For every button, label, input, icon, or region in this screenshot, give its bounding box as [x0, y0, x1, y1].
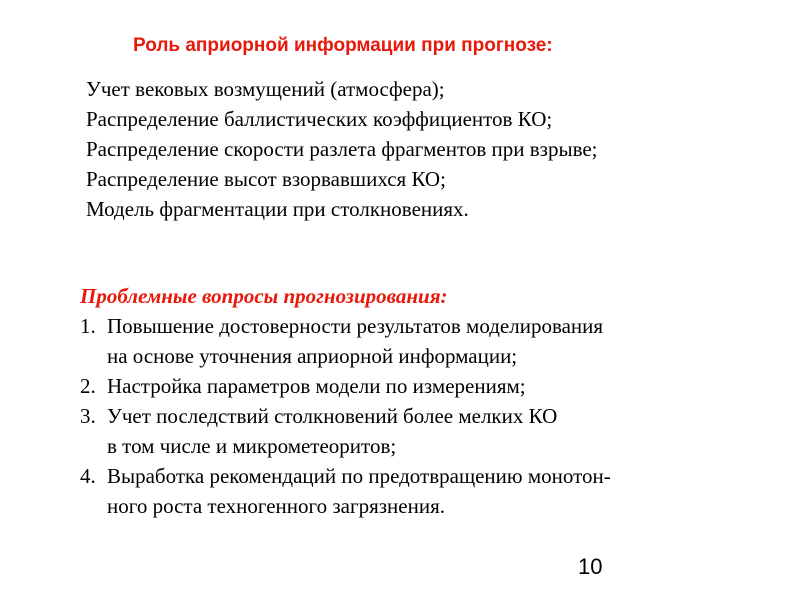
- a-priori-factors-list: [86, 74, 598, 224]
- problem-text-line: Настройка параметров модели по измерениям;: [107, 374, 526, 398]
- factor-item: Распределение высот взорвавшихся КО;: [86, 167, 446, 191]
- factor-item: Модель фрагментации при столкновениях.: [86, 197, 469, 221]
- slide-heading: Роль априорной информации при прогнозе:: [133, 35, 553, 56]
- factor-item: Учет вековых возмущений (атмосфера);: [86, 77, 445, 101]
- problem-text-line: в том числе и микрометеоритов;: [107, 434, 397, 458]
- problem-number: 2.: [80, 374, 96, 398]
- problem-text-line: ного роста техногенного загрязнения.: [107, 494, 445, 518]
- problem-number: 1.: [80, 314, 96, 338]
- problem-number: 3.: [80, 404, 96, 428]
- problem-text-line: Учет последствий столкновений более мелких КО: [107, 404, 558, 428]
- problem-item: [80, 311, 780, 371]
- factor-item: Распределение баллистических коэффициентов КО;: [86, 107, 553, 131]
- problem-text-line: на основе уточнения априорной информации;: [107, 344, 518, 368]
- problem-item: [80, 461, 780, 521]
- page-number: 10: [578, 554, 603, 579]
- problem-text-line: Выработка рекомендаций по предотвращению монотон-: [107, 464, 611, 488]
- problem-number: 4.: [80, 464, 96, 488]
- problem-item: [80, 401, 780, 461]
- problem-text-line: Повышение достоверности результатов моделирования: [107, 314, 604, 338]
- problem-item: [80, 371, 780, 401]
- problems-subheading: Проблемные вопросы прогнозирования:: [80, 284, 448, 308]
- factor-item: Распределение скорости разлета фрагментов при взрыве;: [86, 137, 598, 161]
- problems-list: [80, 311, 780, 521]
